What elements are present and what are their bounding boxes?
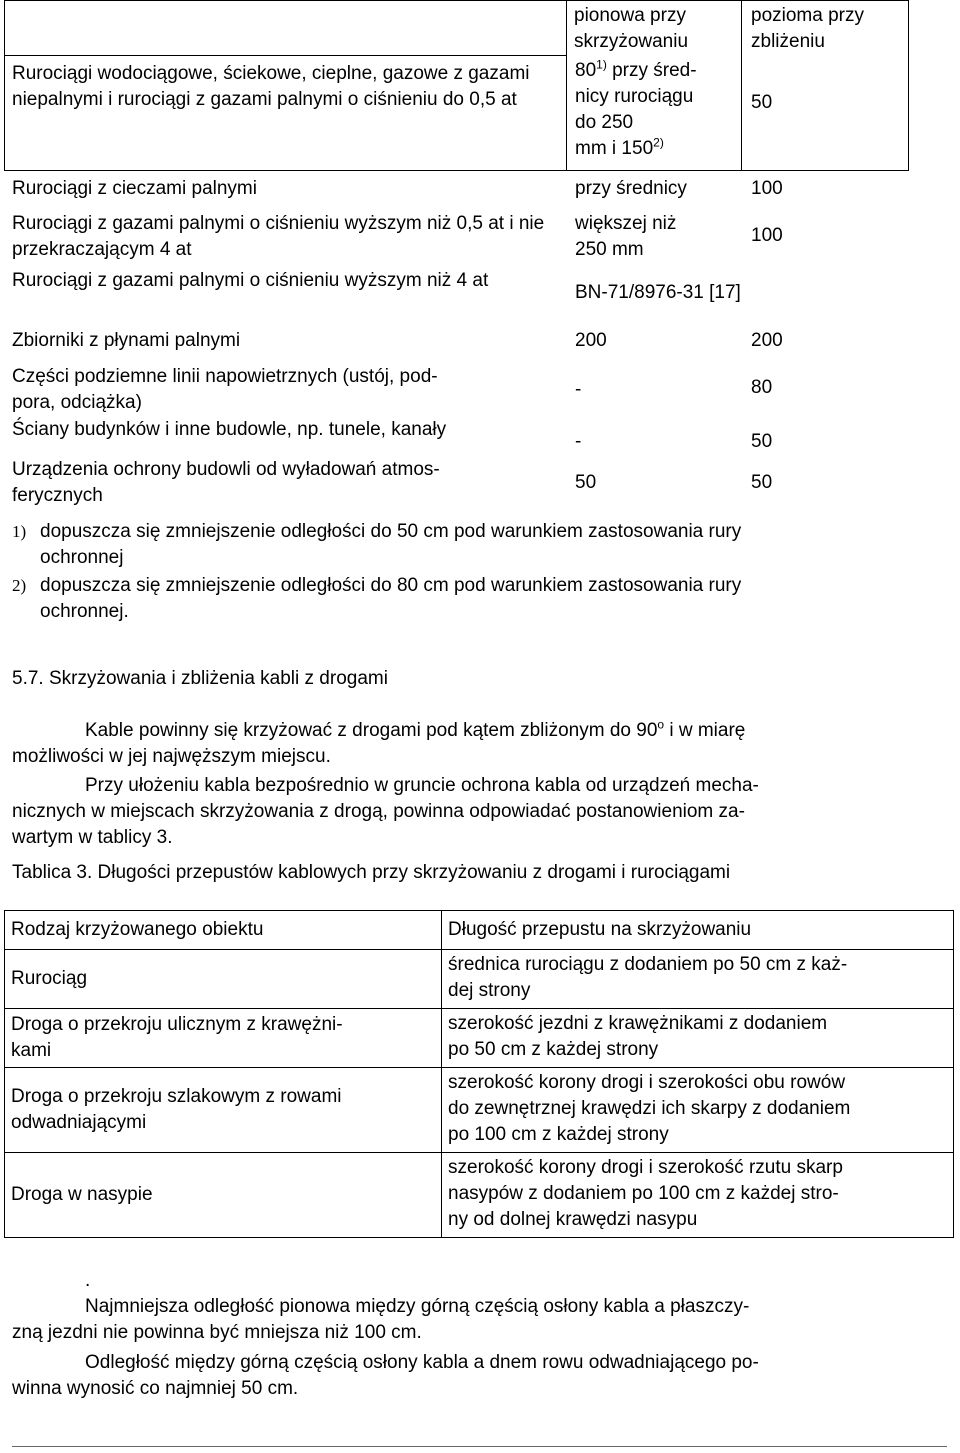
table-border bbox=[4, 170, 909, 171]
row-liquid-label: Rurociągi z cieczami palnymi bbox=[12, 178, 257, 199]
paragraph-vertical-distance: Najmniejsza odległość pionowa między górną częścią osłony kabla a płaszczy- zną jezdni nie powinna być mniejsza niż 100 cm. bbox=[12, 1296, 750, 1343]
table-border bbox=[566, 0, 567, 171]
table-header-row bbox=[5, 911, 954, 950]
row-gas-low-label: Rurociągi z gazami palnymi o ciśnieniu wyższym niż 0,5 at i nie przekraczającym 4 at bbox=[12, 213, 545, 260]
table-border bbox=[4, 55, 567, 56]
row-underground-horizontal: 80 bbox=[751, 377, 773, 398]
table-border bbox=[741, 0, 742, 171]
page-bottom-rule bbox=[12, 1446, 947, 1447]
footnote-marker: 1) bbox=[12, 522, 27, 541]
row-gas-low-vertical: większej niż 250 mm bbox=[575, 213, 677, 260]
header-horizontal: pozioma przy zbliżeniu bbox=[751, 5, 864, 52]
row-water-label: Rurociągi wodociągowe, ściekowe, cieplne, gazowe z gazami niepalnymi i rurociągi z gazami palnymi o ciśnieniu do 0,5 at bbox=[12, 63, 530, 110]
row-water-vertical: 80$^{1)}$ przy śred- nicy rurociągu do 250 mm i 150$^{2)}$ bbox=[575, 57, 697, 159]
table-cell: szerokość korony drogi i szerokości obu rowów do zewnętrznej krawędzi ich skarpy z dodaniem po 100 cm z każdej strony bbox=[442, 1068, 954, 1153]
row-walls-horizontal: 50 bbox=[751, 431, 773, 452]
table-border bbox=[4, 0, 909, 1]
column-header: Rodzaj krzyżowanego obiektu bbox=[5, 911, 442, 950]
crossing-table bbox=[4, 910, 954, 1238]
table-row bbox=[5, 950, 954, 1009]
paragraph-ditch-distance: Odległość między górną częścią osłony kabla a dnem rowu odwadniającego po- winna wynosić co najmniej 50 cm. bbox=[12, 1352, 759, 1399]
table-cell: Droga o przekroju szlakowym z rowami odwadniającymi bbox=[5, 1068, 442, 1153]
row-gas-high-label: Rurociągi z gazami palnymi o ciśnieniu wyższym niż 4 at bbox=[12, 270, 489, 291]
table-cell: Rurociąg bbox=[5, 950, 442, 1009]
row-gas-high-value: BN-71/8976-31 [17] bbox=[575, 282, 741, 303]
footnote-marker: 2) bbox=[12, 576, 27, 595]
row-walls-vertical: - bbox=[575, 431, 582, 452]
table-cell: Droga o przekroju ulicznym z krawężni- kami bbox=[5, 1009, 442, 1068]
column-header: Długość przepustu na skrzyżowaniu bbox=[442, 911, 954, 950]
paragraph-angle: Kable powinny się krzyżować z drogami pod kątem zbliżonym do 90$^o$ i w miarę bbox=[85, 717, 746, 741]
table-row bbox=[5, 1153, 954, 1238]
table-cell: szerokość jezdni z krawężnikami z dodaniem po 50 cm z każdej strony bbox=[442, 1009, 954, 1068]
footnote-text: dopuszcza się zmniejszenie odległości do 80 cm pod warunkiem zastosowania rury ochronnej. bbox=[40, 575, 742, 622]
table-border bbox=[908, 0, 909, 171]
table-caption: Tablica 3. Długości przepustów kablowych przy skrzyżowaniu z drogami i rurociągami bbox=[12, 862, 731, 883]
table-row bbox=[5, 1009, 954, 1068]
row-tanks-horizontal: 200 bbox=[751, 330, 783, 351]
paragraph-angle-cont: możliwości w jej najwęższym miejscu. bbox=[12, 746, 331, 767]
header-vertical: pionowa przy skrzyżowaniu bbox=[574, 5, 689, 52]
row-liquid-horizontal: 100 bbox=[751, 178, 783, 199]
paragraph-protection: Przy ułożeniu kabla bezpośrednio w gruncie ochrona kabla od urządzeń mecha- nicznych w miejscach skrzyżowania z drogą, powinna odpowiadać postanowieniom za- wartym w tablicy 3. bbox=[12, 775, 759, 848]
row-liquid-vertical: przy średnicy bbox=[575, 178, 687, 199]
row-tanks-vertical: 200 bbox=[575, 330, 607, 351]
row-lightning-horizontal: 50 bbox=[751, 472, 773, 493]
table-row bbox=[5, 1068, 954, 1153]
table-border bbox=[4, 0, 5, 171]
row-tanks-label: Zbiorniki z płynami palnymi bbox=[12, 330, 241, 351]
table-cell: szerokość korony drogi i szerokość rzutu skarp nasypów z dodaniem po 100 cm z każdej stro- ny od dolnej krawędzi nasypu bbox=[442, 1153, 954, 1238]
table-cell: Droga w nasypie bbox=[5, 1153, 442, 1238]
footnote-text: dopuszcza się zmniejszenie odległości do 50 cm pod warunkiem zastosowania rury ochronnej bbox=[40, 521, 742, 568]
row-lightning-vertical: 50 bbox=[575, 472, 597, 493]
stray-dot: . bbox=[85, 1270, 91, 1291]
row-gas-low-horizontal: 100 bbox=[751, 225, 783, 246]
row-underground-vertical: - bbox=[575, 379, 582, 400]
section-heading: 5.7. Skrzyżowania i zbliżenia kabli z drogami bbox=[12, 668, 388, 689]
table-cell: średnica rurociągu z dodaniem po 50 cm z każ- dej strony bbox=[442, 950, 954, 1009]
row-walls-label: Ściany budynków i inne budowle, np. tunele, kanały bbox=[12, 419, 447, 440]
row-water-horizontal: 50 bbox=[751, 92, 773, 113]
row-underground-label: Części podziemne linii napowietrznych (ustój, pod- pora, odciążka) bbox=[12, 366, 438, 413]
row-lightning-label: Urządzenia ochrony budowli od wyładowań atmos- ferycznych bbox=[12, 459, 440, 506]
